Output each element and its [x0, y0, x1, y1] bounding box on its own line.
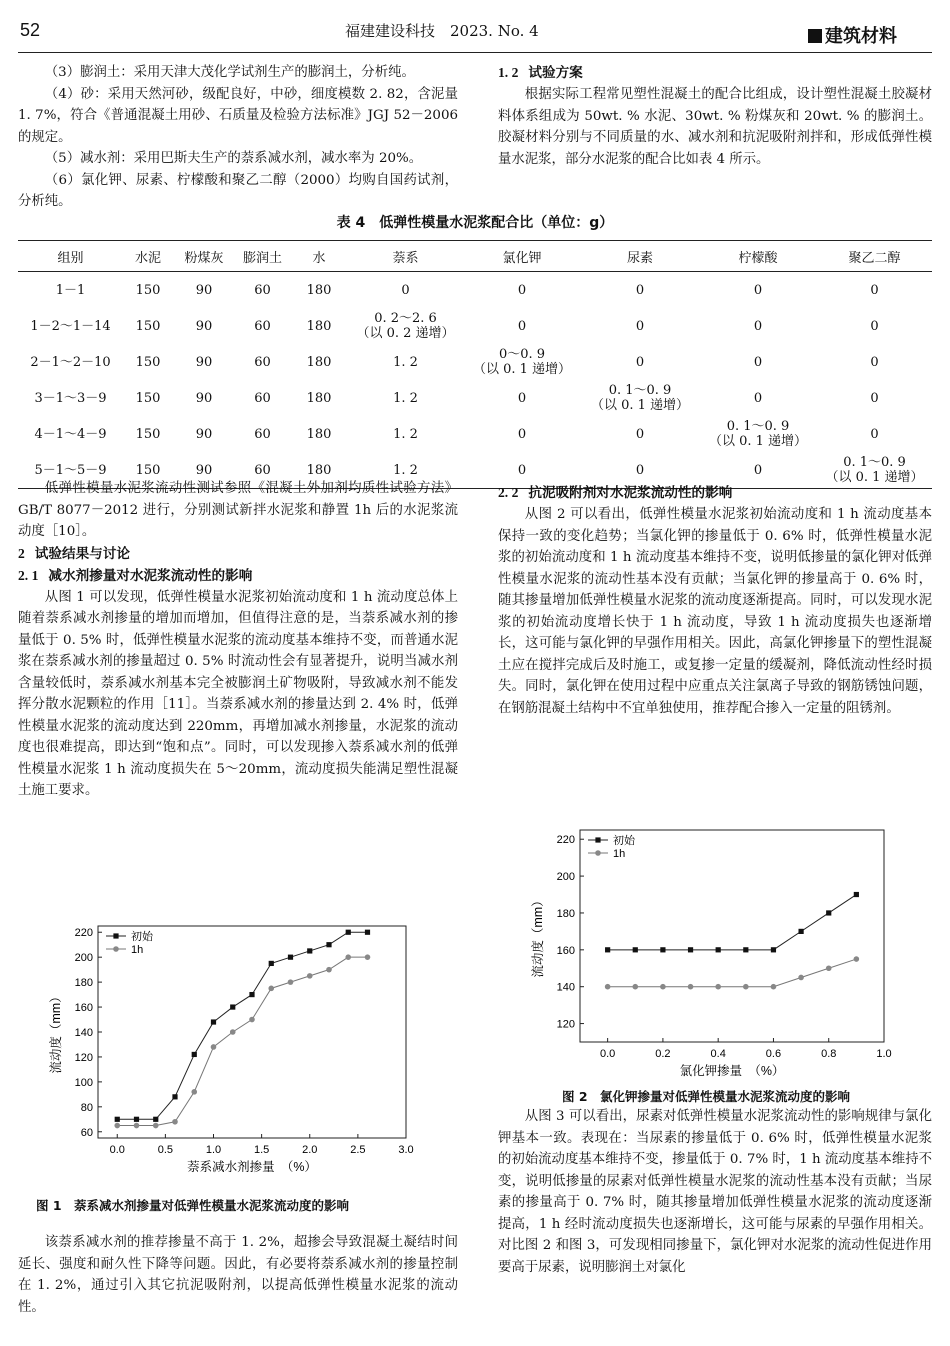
table-cell: 0 — [635, 282, 645, 298]
y-axis-label: 流动度（mm） — [49, 990, 63, 1074]
column-header: 萘系 — [348, 241, 463, 272]
data-point — [191, 1089, 197, 1095]
material-item: （5）减水剂：采用巴斯夫生产的萘系减水剂，减水率为 20%。 — [44, 151, 423, 166]
table-cell: 90 — [195, 390, 213, 406]
data-point — [230, 1004, 235, 1009]
table-cell: 4－1～4－9 — [34, 426, 107, 442]
table-cell: 1. 2 — [393, 390, 418, 406]
section-text: 从图 1 可以发现，低弹性模量水泥浆初始流动度和 1 h 流动度总体上随着萘系减水剂掺量的增加而增加，但值得注意的是，当萘系减水剂的掺量低于 0. 5% 时，低弹性模量水泥浆的流动度基本维持不变，而普通水泥浆在萘系减水剂的掺量超过 0. 5% 时流动性会有显著提升，说明当减水剂含量较低时，萘系减水剂基本完全被膨润土矿物吸附，导致减水剂不能发挥分散水泥颗粒的作用［11］。当萘系减水剂的掺量达到 2. 4% 时，低弹性模量水泥浆的流动度达到 220mm，再增加减水剂掺量，水泥浆的流动度也很难提高，即达到“饱和点”。同时，可以发现掺入萘系减水剂的低弹性模量水泥浆 1 h 流动度损失在 5～20mm，流动度损失能满足塑性混凝土施工要求。 — [18, 589, 458, 798]
x-tick-label: 0.2 — [655, 1048, 671, 1060]
y-tick-label: 120 — [74, 1051, 93, 1064]
x-tick-label: 2.5 — [350, 1144, 366, 1156]
table-cell: 90 — [195, 426, 213, 442]
data-point — [153, 1123, 159, 1129]
table-cell: 0 — [635, 354, 645, 370]
table-cell: 90 — [195, 318, 213, 334]
table-cell: 0 — [870, 426, 879, 442]
table-cell: 180 — [306, 318, 332, 334]
data-point — [771, 984, 777, 990]
table-cell: 150 — [123, 452, 173, 489]
legend-label: 1h — [613, 848, 626, 860]
section-text: 根据实际工程常见塑性混凝土的配合比组成，设计塑性混凝土胶凝材料体系组成为 50wt. % 水泥、30wt. % 粉煤灰和 20wt. % 的膨润土。胶凝材料分别与不同质量的水、减水剂和抗泥吸附剂拌和，形成低弹性模量水泥浆，部分水泥浆的配合比如表 4 所示。 — [498, 87, 932, 167]
left-bottom — [18, 1232, 458, 1318]
table-cell: 180 — [306, 426, 332, 442]
table-row — [18, 380, 932, 416]
table-cell: 180 — [306, 354, 332, 370]
data-point — [192, 1052, 197, 1057]
table-row — [18, 308, 932, 344]
table-row — [18, 272, 932, 309]
data-point — [345, 954, 351, 960]
table-cell: 60 — [254, 390, 271, 406]
x-tick-label: 0.5 — [157, 1144, 174, 1156]
table-cell: 1－2～1－14 — [30, 318, 111, 334]
material-item: （3）膨润土：采用天津大茂化学试剂生产的膨润土，分析纯。 — [44, 65, 415, 80]
data-point — [605, 947, 610, 952]
table-cell: 3－1～3－9 — [34, 390, 107, 406]
table-cell: 0 — [581, 452, 699, 489]
y-axis-label: 流动度（mm） — [531, 894, 545, 978]
x-axis-label: 氯化钾掺量 （%） — [679, 1064, 785, 1078]
y-tick-label: 120 — [556, 1018, 575, 1031]
column-header: 水 — [290, 241, 348, 272]
left-body — [18, 478, 458, 802]
y-tick-label: 220 — [556, 834, 575, 847]
table-cell: 150 — [135, 318, 161, 334]
table-row — [18, 416, 932, 452]
data-point — [854, 892, 859, 897]
table-cell: 0 — [753, 390, 763, 406]
data-point — [172, 1119, 178, 1125]
table-cell: 60 — [254, 426, 271, 442]
x-tick-label: 1.5 — [253, 1144, 270, 1156]
y-tick-label: 160 — [556, 944, 575, 957]
data-point — [854, 956, 860, 962]
data-point — [326, 967, 332, 973]
section-heading: 2. 1 减水剂掺量对水泥浆流动性的影响 — [18, 567, 253, 584]
series-line-initial — [608, 895, 857, 950]
table-cell: 0 — [517, 426, 527, 442]
data-point — [660, 984, 666, 990]
material-item: （6）氯化钾、尿素、柠檬酸和聚乙二醇（2000）均购自国药试剂，分析纯。 — [18, 172, 458, 209]
table-cell: 0 — [517, 390, 527, 406]
table-cell: 0 — [870, 390, 879, 406]
table-cell: 1. 2 — [348, 452, 463, 489]
section-heading: 2. 2 抗泥吸附剂对水泥浆流动性的影响 — [498, 485, 733, 501]
data-point — [798, 975, 804, 981]
table-cell: 150 — [135, 390, 161, 406]
section-2-2 — [498, 482, 932, 719]
table-cell: 90 — [173, 452, 235, 489]
table-cell: 180 — [290, 452, 348, 489]
paragraph: 该萘系减水剂的推荐掺量不高于 1. 2%，超掺会导致混凝土凝结时间延长、强度和耐久性下降等问题。因此，有必要将萘系减水剂的掺量控制在 1. 2%，通过引入其它抗泥吸附剂，以提高低弹性模量水泥浆的流动性。 — [18, 1235, 458, 1315]
table-cell: 0. 2～2. 6 （以 0. 2 递增） — [356, 311, 455, 341]
table-cell: 150 — [135, 426, 161, 442]
y-tick-label: 200 — [556, 871, 575, 884]
legend-label: 初始 — [131, 931, 153, 943]
y-tick-label: 180 — [556, 907, 575, 920]
x-tick-label: 3.0 — [398, 1144, 414, 1156]
table-title: 表 4 低弹性模量水泥浆配合比（单位：g） — [336, 215, 614, 231]
data-point — [743, 947, 748, 952]
data-point — [211, 1044, 217, 1050]
table-row — [18, 344, 932, 380]
table-cell: 1. 2 — [393, 354, 418, 370]
paragraph: 从图 3 可以看出，尿素对低弹性模量水泥浆流动性的影响规律与氯化钾基本一致。表现在：当尿素的掺量低于 0. 6% 时，低弹性模量水泥浆的初始流动度基本维持不变，掺量低于 0. 7% 时，1 h 流动度基本维持不变，说明低掺量的尿素对低弹性模量水泥浆的流动性基本没有贡献；当尿素的掺量高于 0. 7% 时，随其掺量增加低弹性模量水泥浆的流动度逐渐提高，1 h 经时流动度损失也逐渐增长，这可能与尿素的早强作用相关。对比图 2 和图 3，可发现相同掺量下，氯化钾对水泥浆的流动性促进作用要高于尿素，说明膨润土对氯化 — [498, 1109, 932, 1275]
materials-list — [18, 62, 458, 213]
section-text: 从图 2 可以看出，低弹性模量水泥浆初始流动度和 1 h 流动度基本保持一致的变化趋势；当氯化钾的掺量低于 0. 6% 时，低弹性模量水泥浆的初始流动度和 1 h 流动度基本维持不变，说明低掺量的氯化钾对低弹性模量水泥浆的流动性基本没有贡献；当氯化钾的掺量高于 0. 6% 时，随其掺量增加低弹性模量水泥浆的流动度逐渐提高。同时，可以发现水泥浆的初始流动度增长快于 1 h 流动度，导致 1 h 流动度损失也逐渐增长，这可能与氯化钾的早强作用相关。因此，高氯化钾掺量下的塑性混凝土应在搅拌完成后及时施工，或复掺一定量的缓凝剂，降低流动性经时损失。同时，氯化钾在使用过程中应重点关注氯离子导致的钢筋锈蚀问题，在钢筋混凝土结构中不宜单独使用，推荐配合掺入一定量的阻锈剂。 — [498, 507, 932, 716]
legend-marker — [113, 946, 119, 952]
data-point — [249, 1017, 255, 1023]
y-tick-label: 80 — [80, 1101, 93, 1114]
data-point — [660, 947, 665, 952]
table-cell: 0 — [517, 282, 527, 298]
data-point — [153, 1117, 158, 1122]
right-bottom — [498, 1106, 932, 1278]
data-point — [715, 984, 721, 990]
table-cell: 0 — [635, 318, 645, 334]
legend-label: 1h — [131, 944, 144, 956]
x-tick-label: 1.0 — [205, 1144, 222, 1156]
table-cell: 60 — [235, 452, 290, 489]
x-tick-label: 0.6 — [765, 1048, 782, 1060]
table-cell: 0 — [753, 318, 763, 334]
header-rule — [18, 52, 932, 53]
table-cell: 180 — [306, 390, 332, 406]
x-tick-label: 1.0 — [876, 1048, 892, 1060]
data-point — [798, 929, 803, 934]
data-point — [249, 992, 254, 997]
section-label: 建筑材料 — [808, 22, 897, 48]
table-cell: 5－1～5－9 — [18, 452, 123, 489]
data-point — [288, 979, 294, 985]
data-point — [211, 1019, 216, 1024]
table-cell: 0. 1～0. 9 （以 0. 1 递增） — [708, 419, 808, 449]
column-header: 水泥 — [123, 241, 173, 272]
column-header: 柠檬酸 — [699, 241, 817, 272]
plot-frame — [580, 830, 884, 1042]
series-line-1h — [608, 959, 857, 987]
data-point — [268, 986, 274, 992]
figure-1-chart — [40, 918, 440, 1180]
y-tick-label: 200 — [74, 952, 93, 965]
data-point — [346, 930, 351, 935]
table-cell: 150 — [135, 282, 161, 298]
data-point — [632, 984, 638, 990]
column-header: 粉煤灰 — [173, 241, 235, 272]
data-point — [365, 954, 371, 960]
column-header: 氯化钾 — [463, 241, 581, 272]
data-point — [716, 947, 721, 952]
data-point — [115, 1117, 120, 1122]
data-point — [688, 984, 694, 990]
table-cell: 150 — [135, 354, 161, 370]
table-cell: 0 — [635, 426, 645, 442]
series-line-1h — [117, 957, 367, 1125]
data-point — [688, 947, 693, 952]
table-cell: 60 — [254, 318, 271, 334]
table-cell: 0 — [870, 318, 879, 334]
table-cell: 0. 1～0. 9 （以 0. 1 递增） — [817, 452, 932, 489]
table-cell: 0 — [870, 354, 879, 370]
data-point — [307, 973, 313, 979]
table-cell: 0～0. 9 （以 0. 1 递增） — [472, 347, 572, 377]
journal-title: 福建建设科技 2023. No. 4 — [345, 22, 539, 40]
data-point — [605, 984, 611, 990]
data-point — [134, 1123, 140, 1129]
y-tick-label: 140 — [556, 981, 575, 994]
table-cell: 180 — [306, 282, 332, 298]
y-tick-label: 220 — [74, 927, 93, 940]
column-header: 尿素 — [581, 241, 699, 272]
table-cell: 0 — [517, 318, 527, 334]
y-tick-label: 140 — [74, 1027, 93, 1039]
data-point — [230, 1029, 236, 1035]
y-tick-label: 180 — [74, 977, 93, 990]
table-cell: 0 — [753, 354, 763, 370]
table-cell: 60 — [254, 354, 271, 370]
mix-ratio-table — [18, 240, 932, 489]
table-cell: 0 — [699, 452, 817, 489]
table-cell: 90 — [195, 282, 213, 298]
data-point — [307, 948, 312, 953]
table-cell: 2－1～2－10 — [30, 354, 111, 370]
x-tick-label: 2.0 — [302, 1144, 318, 1156]
table-cell: 60 — [254, 282, 271, 298]
legend-marker — [595, 837, 600, 842]
test-method-paragraph: 低弹性模量水泥浆流动性测试参照《混凝土外加剂均质性试验方法》GB/T 8077－2012 进行，分别测试新拌水泥浆和静置 1h 后的水泥浆流动度［10］。 — [18, 481, 458, 539]
data-point — [365, 930, 370, 935]
table-cell: 0 — [463, 452, 581, 489]
plot-frame — [98, 926, 406, 1138]
y-tick-label: 60 — [80, 1126, 93, 1139]
data-point — [114, 1123, 120, 1129]
y-tick-label: 100 — [74, 1076, 93, 1089]
table-cell: 0 — [401, 282, 410, 298]
material-item: （4）砂：采用天然河砂，级配良好，中砂，细度模数 2. 82，含泥量 1. 7%，符合《普通混凝土用砂、石质量及检验方法标准》JGJ 52－2006 的规定。 — [18, 86, 458, 145]
legend-label: 初始 — [613, 835, 635, 847]
x-tick-label: 0.8 — [821, 1048, 837, 1060]
legend-marker — [113, 933, 118, 938]
data-point — [743, 984, 749, 990]
page-number: 52 — [20, 20, 41, 40]
column-header: 聚乙二醇 — [817, 241, 932, 272]
table-cell: 0. 1～0. 9 （以 0. 1 递增） — [590, 383, 690, 413]
column-header: 膨润土 — [235, 241, 290, 272]
data-point — [269, 961, 274, 966]
x-tick-label: 0.4 — [710, 1048, 726, 1060]
figure-2-chart — [528, 822, 908, 1084]
section-1-2 — [498, 62, 932, 170]
data-point — [172, 1094, 177, 1099]
table-cell: 90 — [195, 354, 213, 370]
x-axis-label: 萘系减水剂掺量 （%） — [187, 1160, 317, 1174]
legend-marker — [595, 850, 601, 856]
x-tick-label: 0.0 — [599, 1048, 616, 1060]
data-point — [326, 942, 331, 947]
data-point — [633, 947, 638, 952]
data-point — [826, 910, 831, 915]
section-heading: 1. 2 试验方案 — [498, 65, 583, 81]
table-cell: 1. 2 — [393, 426, 418, 442]
x-tick-label: 0.0 — [109, 1144, 125, 1156]
data-point — [826, 965, 832, 971]
section-heading: 2 试验结果与讨论 — [18, 545, 130, 562]
column-header: 组别 — [18, 241, 123, 272]
data-point — [771, 947, 776, 952]
data-point — [288, 955, 293, 960]
table-cell: 1－1 — [55, 282, 86, 298]
figure-1-caption: 图 1 萘系减水剂掺量对低弹性模量水泥浆流动度的影响 — [36, 1198, 350, 1213]
figure-2-caption: 图 2 氯化钾掺量对低弹性模量水泥浆流动度的影响 — [562, 1089, 851, 1104]
table-cell: 0 — [753, 282, 763, 298]
y-tick-label: 160 — [74, 1002, 93, 1015]
table-cell: 0 — [870, 282, 879, 298]
data-point — [134, 1117, 139, 1122]
